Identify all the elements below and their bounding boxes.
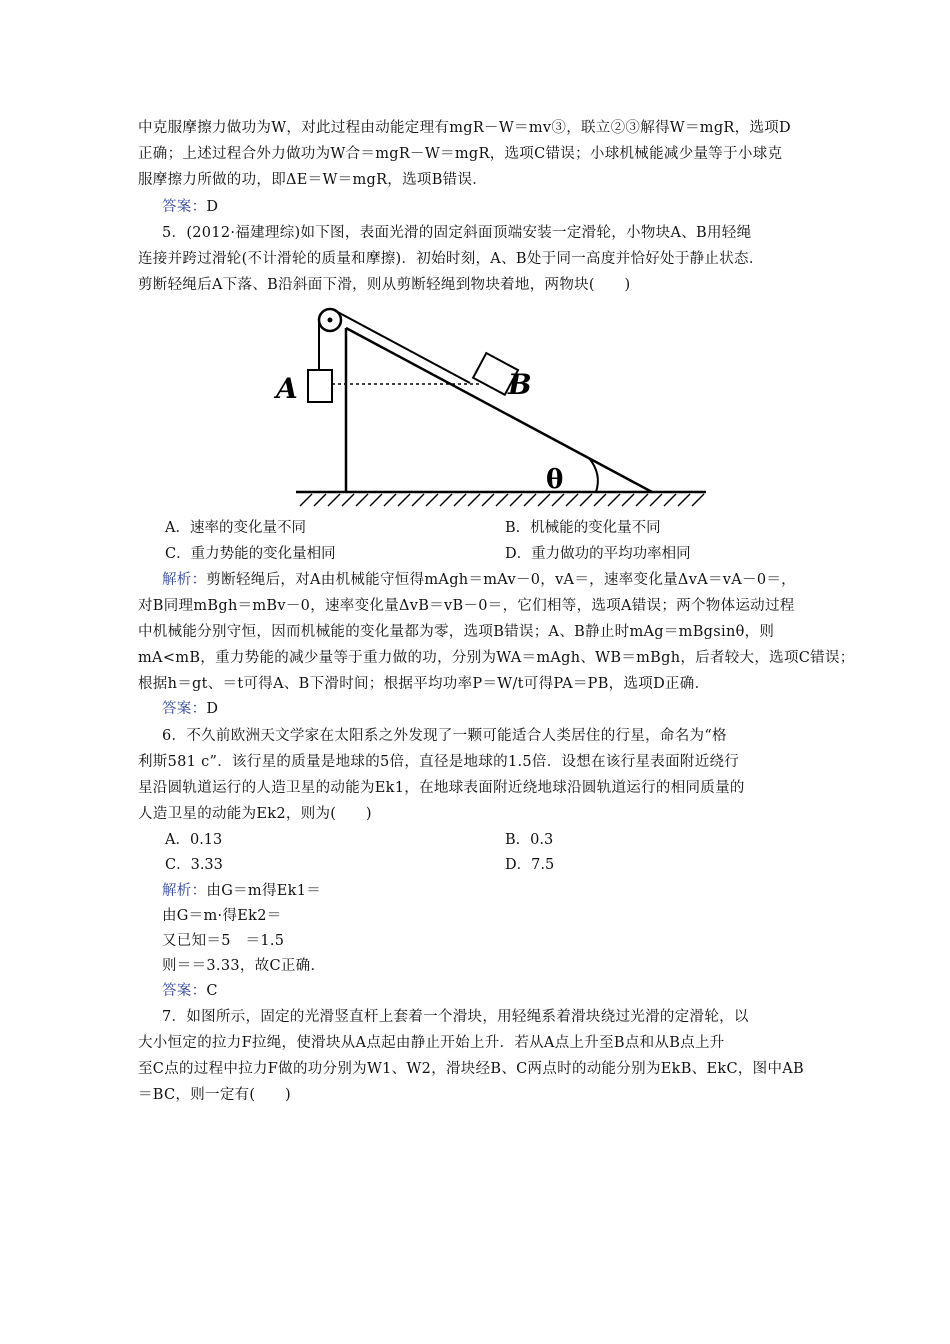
q5-option-a: A．速率的变化量不同	[165, 520, 306, 536]
solution-line: 服摩擦力所做的功，即ΔE＝W＝mgR，选项B错误．	[138, 172, 488, 188]
q6-answer-line	[162, 981, 842, 1001]
q6-option-a: A．0.13	[165, 832, 223, 848]
answer-value: D	[206, 199, 219, 215]
solution-text: 由G＝m得Ek1＝	[206, 883, 322, 899]
ground-hatch	[300, 494, 704, 506]
question-7-line: 大小恒定的拉力F拉绳，使滑块从A点起由静止开始上升．若从A点上升至B点和从B点上升	[138, 1035, 725, 1051]
block-a	[308, 370, 332, 402]
incline-slope	[346, 328, 652, 492]
label-theta: θ	[546, 465, 564, 495]
question-7-line: 至C点的过程中拉力F做的功分别为W1、W2，滑块经B、C两点时的动能分别为EkB、EkC，图中AB	[138, 1061, 804, 1077]
solution-line: 正确；上述过程合外力做功为W合＝mgR－W＝mgR，选项C错误；小球机械能减少量等于小球克	[138, 146, 783, 162]
answer-label: 答案：	[162, 199, 207, 215]
solution-label: 解析：	[162, 883, 207, 899]
q6-option-c: C．3.33	[165, 857, 223, 873]
q5-option-b: B．机械能的变化量不同	[505, 520, 661, 536]
q6-solution-line: 由G＝m·得Ek2＝	[162, 908, 282, 924]
answer-value: D	[206, 701, 219, 717]
question-6-line: 星沿圆轨道运行的人造卫星的动能为Ek1，在地球表面附近绕地球沿圆轨道运行的相同质量的	[138, 780, 745, 796]
question-6-line: 利斯581 c”．该行星的质量是地球的5倍，直径是地球的1.5倍．设想在该行星表面附近绕行	[138, 754, 740, 770]
q5-option-c: C．重力势能的变化量相同	[165, 546, 336, 562]
q5-solution-line: 对B同理mBgh＝mBv－0，速率变化量ΔvB＝vB－0＝，它们相等，选项A错误；两个物体运动过程	[138, 598, 795, 614]
question-5-line: 剪断轻绳后A下落、B沿斜面下滑，则从剪断轻绳到物块着地，两物块( )	[138, 277, 631, 293]
question-7-line: ＝BC，则一定有( )	[138, 1087, 291, 1103]
question-5-line: 连接并跨过滑轮(不计滑轮的质量和摩擦)．初始时刻，A、B处于同一高度并恰好处于静止状态．	[138, 251, 764, 267]
answer-value: C	[206, 983, 218, 999]
solution-text: 剪断轻绳后，对A由机械能守恒得mAgh＝mAv－0，vA＝，速率变化量ΔvA＝vA－0＝，	[206, 572, 796, 588]
rope-b	[332, 309, 470, 383]
q5-solution-line: 根据h＝gt、＝t可得A、B下滑时间；根据平均功率P＝W/t可得PA＝PB，选项D正确．	[138, 676, 710, 692]
q5-option-d: D．重力做功的平均功率相同	[505, 546, 691, 562]
label-b: B	[508, 368, 532, 401]
q5-solution-line	[162, 570, 842, 590]
answer-label: 答案：	[162, 983, 207, 999]
answer-line	[162, 197, 842, 217]
solution-line: 中克服摩擦力做功为W，对此过程由动能定理有mgR－W＝mv③，联立②③解得W＝mgR，选项D	[138, 120, 791, 136]
answer-label: 答案：	[162, 701, 207, 717]
question-6-line: 人造卫星的动能为Ek2，则为( )	[138, 806, 372, 822]
q5-solution-line: 中机械能分别守恒，因而机械能的变化量都为零，选项B错误；A、B静止时mAg＝mBgsinθ，则	[138, 624, 775, 640]
question-7-line: 7．如图所示，固定的光滑竖直杆上套着一个滑块，用轻绳系着滑块绕过光滑的定滑轮，以	[162, 1009, 749, 1025]
label-a: A	[276, 372, 298, 405]
incline-pulley-figure	[270, 298, 720, 510]
solution-label: 解析：	[162, 572, 207, 588]
question-6-line: 6．不久前欧洲天文学家在太阳系之外发现了一颗可能适合人类居住的行星，命名为“格	[162, 728, 727, 744]
q6-solution-line: 又已知＝5 ＝1.5	[162, 933, 285, 949]
question-5-line: 5．(2012·福建理综)如下图，表面光滑的固定斜面顶端安装一定滑轮，小物块A、B用轻绳	[162, 225, 752, 241]
q5-solution-line: mA<mB，重力势能的减少量等于重力做的功，分别为WA＝mAgh、WB＝mBgh，后者较大，选项C错误；	[138, 650, 855, 666]
q6-option-d: D．7.5	[505, 857, 555, 873]
q6-solution-line	[162, 881, 842, 901]
q6-solution-line: 则＝＝3.33，故C正确．	[162, 958, 326, 974]
q5-answer-line	[162, 699, 842, 719]
q6-option-b: B．0.3	[505, 832, 554, 848]
